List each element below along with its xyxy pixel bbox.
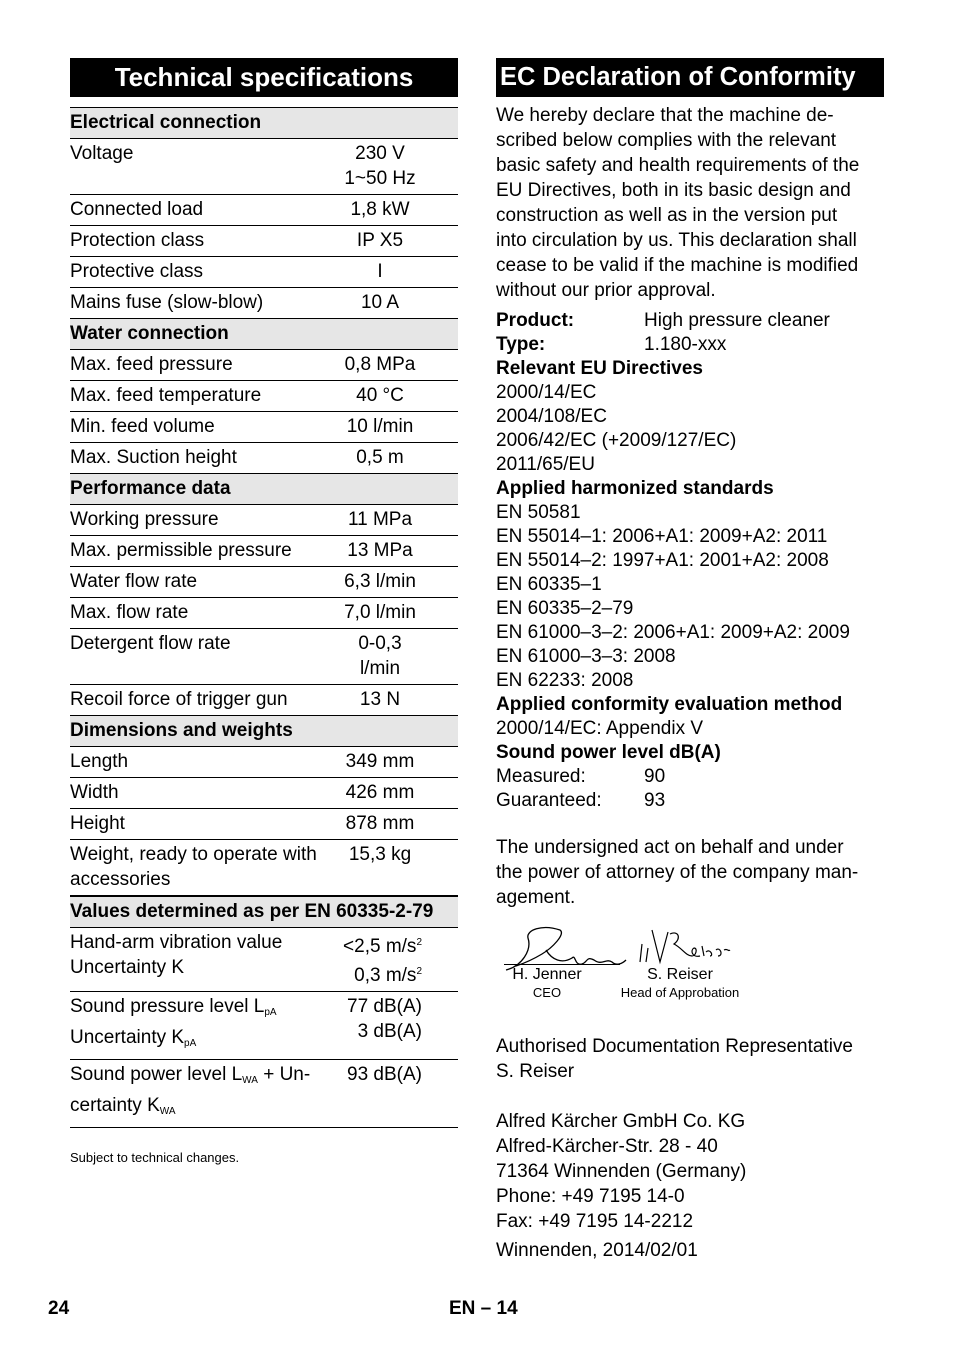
- auth-line: Authorised Documentation Representative: [496, 1036, 853, 1057]
- signer2-name: S. Reiser: [647, 966, 713, 983]
- spec-label: Max. feed temperature: [70, 385, 262, 406]
- undersigned-line: the power of attorney of the company man-: [496, 862, 859, 883]
- spec-row: [70, 567, 458, 598]
- signatures: [496, 920, 884, 1020]
- values-section-header: [70, 896, 458, 928]
- spec-value: 10 l/min: [346, 416, 414, 437]
- signer1-name: H. Jenner: [512, 966, 582, 983]
- intro-line: without our prior approval.: [496, 280, 716, 301]
- measured-value: 90: [644, 766, 666, 787]
- product-info: [496, 309, 884, 357]
- unc-kpa-label: Uncertainty K: [70, 1027, 185, 1048]
- spec-label: Mains fuse (slow-blow): [70, 292, 264, 313]
- section-header: [70, 319, 458, 350]
- intro-line: basic safety and health requirements of the: [496, 155, 860, 176]
- spec-label: Max. permissible pressure: [70, 540, 292, 561]
- authorised-representative: [496, 1034, 884, 1084]
- type-row: [496, 333, 884, 357]
- intro-line: We hereby declare that the machine de-: [496, 105, 834, 126]
- measured-label: Measured:: [496, 766, 586, 787]
- spec-row: [70, 629, 458, 685]
- spec-label: Working pressure: [70, 509, 219, 530]
- sound-pressure-row: [70, 992, 458, 1060]
- unc-k-value: 0,3 m/s: [354, 965, 417, 986]
- spec-value: 7,0 l/min: [344, 602, 416, 623]
- unc-kpa-value: 3 dB(A): [357, 1021, 422, 1042]
- spec-label: Max. feed pressure: [70, 354, 233, 375]
- intro-line: EU Directives, both in its basic design and: [496, 180, 851, 201]
- spec-label: Protective class: [70, 261, 204, 282]
- method-value: 2000/14/EC: Appendix V: [496, 718, 704, 739]
- product-value: High pressure cleaner: [644, 310, 830, 331]
- swl-sub: WA: [242, 1075, 258, 1086]
- spec-label: Width: [70, 782, 119, 803]
- spec-value: 426 mm: [345, 782, 415, 803]
- spec-value: 11 MPa: [347, 509, 413, 530]
- guaranteed-row: [496, 789, 884, 813]
- company-address: [496, 1109, 884, 1234]
- standards-line: EN 62233: 2008: [496, 670, 634, 691]
- auth-line: S. Reiser: [496, 1061, 575, 1082]
- guaranteed-value: 93: [644, 790, 666, 811]
- address-line: 71364 Winnenden (Germany): [496, 1161, 747, 1182]
- section-heading: Electrical connection: [70, 108, 458, 139]
- swl-label-3: certainty K: [70, 1095, 160, 1116]
- values-heading: Values determined as per EN 60335-2-79: [70, 896, 458, 928]
- spec-row: [70, 685, 458, 716]
- standards-line: EN 61000–3–3: 2008: [496, 646, 676, 667]
- section-header: [70, 108, 458, 139]
- spec-row: [70, 288, 458, 319]
- ec-declaration-column: [496, 58, 884, 1263]
- spec-row: [70, 809, 458, 840]
- hav-label: Hand-arm vibration value: [70, 932, 283, 953]
- spec-value: 0-0,3 l/min: [358, 633, 402, 679]
- spec-label: Recoil force of trigger gun: [70, 689, 288, 710]
- spl-label: Sound pressure level L: [70, 996, 265, 1017]
- section-heading: Performance data: [70, 474, 458, 505]
- directives-line: 2000/14/EC: [496, 382, 597, 403]
- ec-declaration-title: EC Declaration of Conformity: [496, 58, 884, 97]
- spec-row: [70, 840, 458, 897]
- swl-label: Sound power level L: [70, 1064, 243, 1085]
- section-header: [70, 474, 458, 505]
- spec-value: 10 A: [360, 292, 400, 313]
- section-heading: Water connection: [70, 319, 458, 350]
- section-header: [70, 716, 458, 747]
- page-number: 24: [48, 1298, 70, 1319]
- hav-value: <2,5 m/s: [343, 936, 417, 957]
- vibration-row: [70, 928, 458, 992]
- type-label: Type:: [496, 334, 546, 355]
- unc-kpa-sub: pA: [184, 1038, 197, 1049]
- standards-line: EN 60335–1: [496, 574, 602, 595]
- spec-table-body: [70, 108, 458, 897]
- section-page: EN – 14: [449, 1298, 518, 1319]
- spec-row: [70, 412, 458, 443]
- spec-value: 40 °C: [356, 385, 404, 406]
- signer-1: [496, 966, 598, 1002]
- spec-label: Detergent flow rate: [70, 633, 231, 654]
- spec-value: 13 N: [359, 689, 401, 710]
- standards-heading: Applied harmonized standards: [496, 478, 774, 499]
- standards-line: EN 60335–2–79: [496, 598, 634, 619]
- intro-line: scribed below complies with the relevant: [496, 130, 837, 151]
- spec-row: [70, 350, 458, 381]
- spec-row: [70, 257, 458, 288]
- product-label: Product:: [496, 310, 575, 331]
- spec-row: [70, 747, 458, 778]
- spec-label: Max. flow rate: [70, 602, 189, 623]
- section-heading: Dimensions and weights: [70, 716, 458, 747]
- directives-heading: Relevant EU Directives: [496, 358, 703, 379]
- intro-line: cease to be valid if the machine is modified: [496, 255, 859, 276]
- squared: 2: [416, 937, 422, 948]
- signer2-role: Head of Approbation: [620, 985, 740, 1000]
- spec-value: 0,5 m: [356, 447, 404, 468]
- spec-row: [70, 139, 458, 195]
- method-heading: Applied conformity evaluation method: [496, 694, 843, 715]
- address-line: Alfred-Kärcher-Str. 28 - 40: [496, 1136, 718, 1157]
- declaration-intro: [496, 103, 884, 303]
- squared: 2: [416, 966, 422, 977]
- place-date: Winnenden, 2014/02/01: [496, 1240, 698, 1261]
- spec-value: 0,8 MPa: [344, 354, 416, 375]
- sound-heading: Sound power level dB(A): [496, 742, 721, 763]
- spec-label: Length: [70, 751, 129, 772]
- spec-value: IP X5: [356, 230, 404, 251]
- spec-value: 13 MPa: [347, 540, 413, 561]
- address-line: Alfred Kärcher GmbH Co. KG: [496, 1111, 746, 1132]
- standards-line: EN 55014–1: 2006+A1: 2009+A2: 2011: [496, 526, 828, 547]
- spec-value: 878 mm: [345, 813, 415, 834]
- directives-line: 2006/42/EC (+2009/127/EC): [496, 430, 737, 451]
- undersigned-line: The undersigned act on behalf and under: [496, 837, 844, 858]
- intro-line: into circulation by us. This declaration shall: [496, 230, 857, 251]
- address-line: Phone: +49 7195 14-0: [496, 1186, 685, 1207]
- signer-2: [616, 966, 744, 1002]
- spec-label: Connected load: [70, 199, 204, 220]
- spec-value: 349 mm: [345, 751, 415, 772]
- type-value: 1.180-xxx: [644, 334, 727, 355]
- spec-label: Height: [70, 813, 125, 834]
- sound-power-row: [70, 1060, 458, 1128]
- directives-list: [496, 381, 884, 477]
- tech-spec-title: Technical specifications: [70, 58, 458, 97]
- technical-specifications-column: [70, 58, 458, 1165]
- signature-reiser-icon: [634, 922, 734, 972]
- spec-table: [70, 107, 458, 1128]
- spec-row: [70, 443, 458, 474]
- standards-line: EN 55014–2: 1997+A1: 2001+A2: 2008: [496, 550, 829, 571]
- undersigned-line: agement.: [496, 887, 576, 908]
- spec-row: [70, 536, 458, 567]
- spec-label: Protection class: [70, 230, 205, 251]
- spec-label: Min. feed volume: [70, 416, 215, 437]
- spec-label: Water flow rate: [70, 571, 198, 592]
- spl-sub: pA: [264, 1007, 277, 1018]
- spec-row: [70, 195, 458, 226]
- spec-value: 6,3 l/min: [344, 571, 416, 592]
- product-row: [496, 309, 884, 333]
- subject-to-changes-note: Subject to technical changes.: [70, 1150, 240, 1165]
- intro-line: construction as well as in the version put: [496, 205, 838, 226]
- spec-value: 1,8 kW: [350, 199, 410, 220]
- spec-row: [70, 505, 458, 536]
- swl-label-2: + Un-: [257, 1064, 311, 1085]
- measured-row: [496, 765, 884, 789]
- spec-label: Voltage: [70, 143, 134, 164]
- standards-line: EN 50581: [496, 502, 581, 523]
- directives-line: 2004/108/EC: [496, 406, 607, 427]
- swl-value: 93 dB(A): [347, 1064, 422, 1085]
- spec-row: [70, 778, 458, 809]
- spec-row: [70, 226, 458, 257]
- standards-list: [496, 501, 884, 693]
- undersigned-text: [496, 835, 884, 910]
- signature-line-1: [504, 964, 620, 965]
- spec-row: [70, 381, 458, 412]
- spec-value: 230 V 1~50 Hz: [344, 143, 416, 189]
- standards-line: EN 61000–3–2: 2006+A1: 2009+A2: 2009: [496, 622, 850, 643]
- spec-value: 15,3 kg: [348, 844, 412, 865]
- spec-label: Max. Suction height: [70, 447, 237, 468]
- spec-label: Weight, ready to operate with accessories: [70, 844, 317, 890]
- values-table-body: [70, 896, 458, 1128]
- spec-value: I: [377, 261, 383, 282]
- spec-row: [70, 598, 458, 629]
- guaranteed-label: Guaranteed:: [496, 790, 602, 811]
- directives-line: 2011/65/EU: [496, 454, 595, 475]
- address-line: Fax: +49 7195 14-2212: [496, 1211, 694, 1232]
- spl-value: 77 dB(A): [347, 996, 422, 1017]
- unc-k-label: Uncertainty K: [70, 957, 185, 978]
- swl-sub-2: WA: [159, 1106, 176, 1117]
- signer1-role: CEO: [532, 985, 562, 1000]
